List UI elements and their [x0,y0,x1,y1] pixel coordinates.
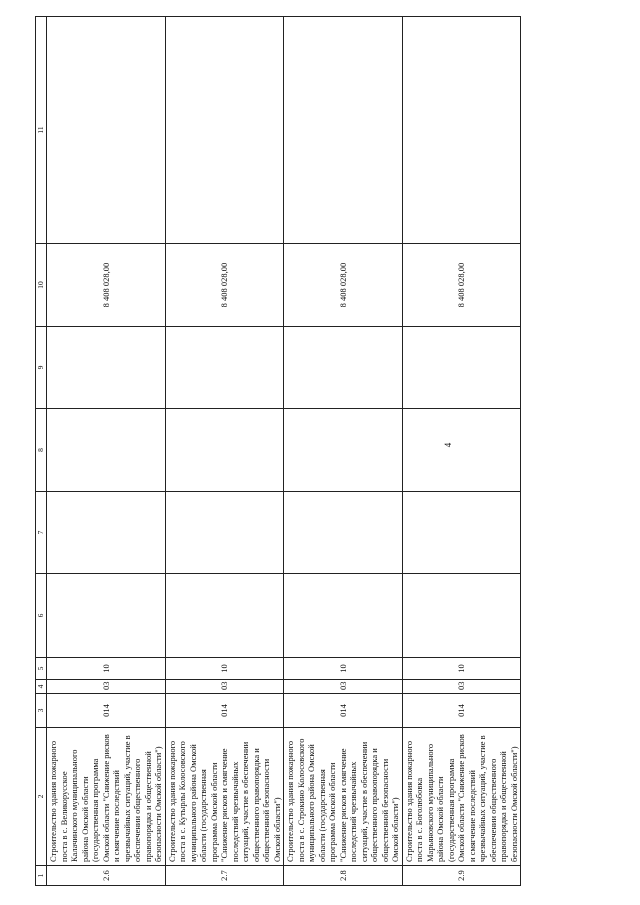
row-description: Строительство здания пожарного поста в с. Строкино Колосовского муниципального района Омской области (государственная программа Омской области "Снижение рисков и смягчение последствий чрезвычайных ситуаций, участие в обеспечении общественного правопорядка и общественной безопасности Омской области") [284,728,403,866]
rotated-table-sheet [35,17,519,886]
cell-col5: 10 [165,658,284,680]
cell-col3: 014 [47,694,166,728]
table-row [284,17,403,886]
cell-col4: 03 [47,680,166,694]
row-number: 2.8 [284,866,403,886]
cell-amount: 8 408 028,00 [284,244,403,327]
header-cell: 10 [36,244,47,327]
row-number: 2.7 [165,866,284,886]
cell-col4: 03 [284,680,403,694]
cell-col11 [47,17,166,244]
header-cell: 7 [36,492,47,574]
cell-col8 [284,409,403,492]
row-number: 2.9 [402,866,521,886]
cell-col4: 03 [165,680,284,694]
cell-col11 [402,17,521,244]
cell-col9 [402,327,521,409]
header-cell: 8 [36,409,47,492]
header-cell: 1 [36,866,47,886]
page-number: 4 [443,442,453,448]
cell-col7 [284,492,403,574]
cell-col6 [47,574,166,658]
cell-col6 [402,574,521,658]
cell-col5: 10 [284,658,403,680]
header-cell: 5 [36,658,47,680]
cell-col7 [402,492,521,574]
cell-col5: 10 [402,658,521,680]
cell-amount: 8 408 028,00 [165,244,284,327]
cell-col3: 014 [165,694,284,728]
cell-col5: 10 [47,658,166,680]
header-row [36,17,47,886]
row-number: 2.6 [47,866,166,886]
cell-col6 [284,574,403,658]
row-description: Строительство здания пожарного поста в с. Боголюбовка Марьяновского муниципального района Омской области (государственная программа Омской области "Снижение рисков и смягчение последствий чрезвычайных ситуаций, участие в обеспечении общественного правопорядка и общественной безопасности Омской области") [402,728,521,866]
cell-col11 [165,17,284,244]
cell-col7 [47,492,166,574]
header-cell: 4 [36,680,47,694]
cell-amount: 8 408 028,00 [402,244,521,327]
cell-amount: 8 408 028,00 [47,244,166,327]
row-description: Строительство здания пожарного поста в с. Кутырлы Колосовского муниципального района Омской области (государственная программа Омской области "Снижение рисков и смягчение последствий чрезвычайных ситуаций, участие в обеспечении общественного правопорядка и общественной безопасности Омской области") [165,728,284,866]
cell-col3: 014 [402,694,521,728]
header-cell: 2 [36,728,47,866]
header-cell: 3 [36,694,47,728]
cell-col9 [47,327,166,409]
header-cell: 9 [36,327,47,409]
cell-col9 [165,327,284,409]
header-cell: 11 [36,17,47,244]
table-row [402,17,521,886]
table-row [47,17,166,886]
budget-table [35,16,521,886]
cell-col6 [165,574,284,658]
cell-col9 [284,327,403,409]
table-row [165,17,284,886]
cell-col4: 03 [402,680,521,694]
row-description: Строительство здания пожарного поста в с. Великорусское Калачинского муниципального района Омской области (государственная программа Омской области "Снижение рисков и смягчение последствий чрезвычайных ситуаций, участие в обеспечении общественного правопорядка и общественной безопасности Омской области") [47,728,166,866]
cell-col7 [165,492,284,574]
cell-col8 [402,409,521,492]
cell-col8 [47,409,166,492]
header-cell: 6 [36,574,47,658]
cell-col3: 014 [284,694,403,728]
cell-col11 [284,17,403,244]
cell-col8 [165,409,284,492]
